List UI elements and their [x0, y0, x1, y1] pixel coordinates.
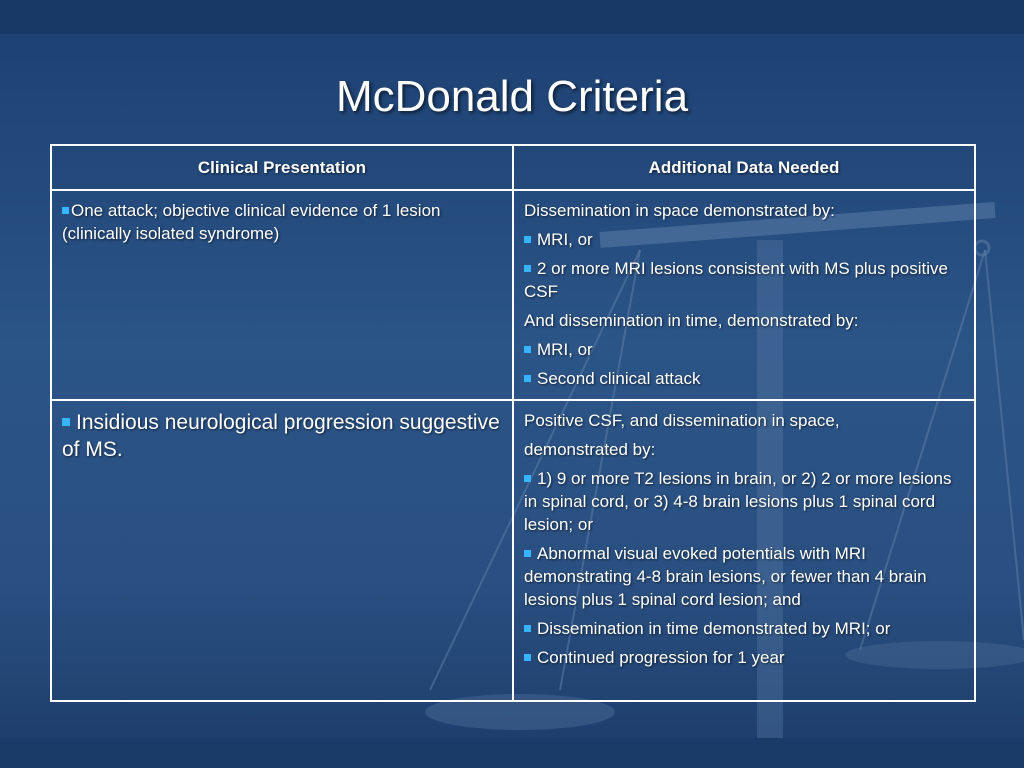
criteria-table [50, 144, 976, 702]
bullet-square-icon [62, 418, 70, 426]
list-item [524, 338, 964, 361]
presentation-cell [51, 190, 513, 400]
list-item [524, 617, 964, 640]
list-item [524, 467, 964, 536]
list-item-text: Dissemination in time demonstrated by MRI; or [537, 619, 891, 638]
list-item [524, 367, 964, 390]
bullet-square-icon [62, 207, 69, 214]
presentation-cell [51, 400, 513, 701]
table-row [51, 190, 975, 400]
additional-data-cell [513, 190, 975, 400]
bottom-band [0, 738, 1024, 768]
bullet-square-icon [524, 550, 531, 557]
list-item-text: 2 or more MRI lesions consistent with MS plus positive CSF [524, 259, 948, 301]
list-item [524, 257, 964, 303]
intro-line: Positive CSF, and dissemination in space, [524, 411, 840, 430]
list-item [524, 228, 964, 251]
list-item-text: 1) 9 or more T2 lesions in brain, or 2) 2 or more lesions in spinal cord, or 3) 4-8 brain lesions plus 1 spinal cord lesion; or [524, 469, 952, 534]
bullet-square-icon [524, 375, 531, 382]
list-item-text: MRI, or [537, 230, 593, 249]
column-header-clinical-presentation: Clinical Presentation [51, 145, 513, 190]
table-row [51, 400, 975, 701]
presentation-text: Insidious neurological progression suggestive of MS. [62, 411, 500, 461]
bullet-square-icon [524, 346, 531, 353]
bullet-square-icon [524, 625, 531, 632]
list-item-text: MRI, or [537, 340, 593, 359]
additional-data-cell [513, 400, 975, 701]
column-header-additional-data: Additional Data Needed [513, 145, 975, 190]
slide-title: McDonald Criteria [335, 72, 689, 121]
space-intro: Dissemination in space demonstrated by: [524, 201, 835, 220]
bullet-square-icon [524, 475, 531, 482]
table-header-row [51, 145, 975, 190]
presentation-text: One attack; objective clinical evidence of 1 lesion (clinically isolated syndrome) [62, 201, 441, 243]
bullet-square-icon [524, 265, 531, 272]
list-item [524, 646, 964, 669]
bullet-square-icon [524, 654, 531, 661]
list-item-text: Abnormal visual evoked potentials with MRI demonstrating 4-8 brain lesions, or fewer than 4 brain lesions plus 1 spinal cord lesion; and [524, 544, 927, 609]
list-item-text: Second clinical attack [537, 369, 701, 388]
intro-line: demonstrated by: [524, 440, 656, 459]
list-item-text: Continued progression for 1 year [537, 648, 785, 667]
time-intro: And dissemination in time, demonstrated by: [524, 311, 859, 330]
list-item [524, 542, 964, 611]
bullet-square-icon [524, 236, 531, 243]
